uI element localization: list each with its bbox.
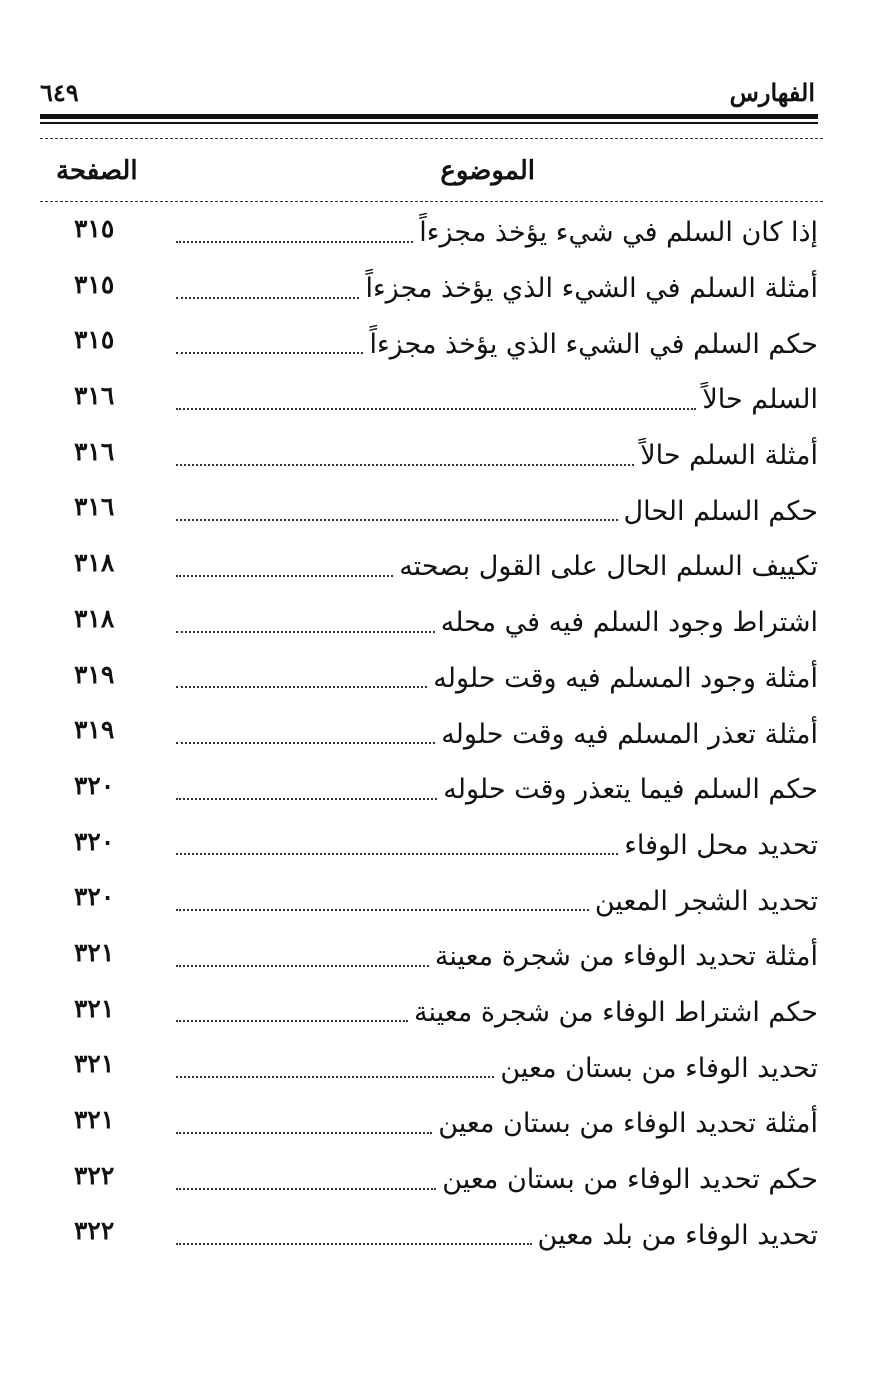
index-entry: [40, 703, 818, 759]
index-entry: [40, 313, 818, 369]
entry-topic: أمثلة تحديد الوفاء من شجرة معينة: [434, 941, 818, 973]
dot-leader: [176, 408, 696, 410]
entry-topic: إذا كان السلم في شيء يؤخذ مجزءاً: [419, 217, 818, 249]
dot-leader: [176, 742, 435, 744]
dot-leader: [176, 798, 437, 800]
entry-page-number: ٣١٦: [74, 381, 115, 411]
dot-leader: [176, 1076, 494, 1078]
index-entry: [40, 1037, 818, 1093]
entry-page-number: ٣١٨: [74, 603, 115, 633]
entry-page-number: ٣١٦: [74, 492, 115, 522]
dot-leader: [176, 1188, 436, 1190]
entry-topic: أمثلة السلم في الشيء الذي يؤخذ مجزءاً: [365, 273, 818, 305]
entry-page-number: ٣٢١: [74, 1105, 115, 1134]
index-entry: [40, 480, 818, 536]
dot-leader: [176, 519, 618, 521]
entry-topic: حكم السلم الحال: [623, 495, 818, 527]
index-entry: [40, 592, 818, 648]
entry-page-number: ٣٢٠: [74, 882, 115, 912]
entry-page-number: ٣١٥: [74, 269, 115, 299]
index-entry: [40, 536, 818, 592]
entry-page-number: ٣١٦: [74, 436, 115, 466]
dot-leader: [176, 965, 429, 967]
index-entry: [40, 759, 818, 815]
dot-leader: [176, 241, 413, 243]
index-entry: [40, 425, 818, 481]
dot-leader: [176, 464, 634, 466]
entry-page-number: ٣٢١: [74, 937, 115, 967]
index-entry: [40, 926, 818, 982]
dot-leader: [176, 575, 393, 577]
page-column-header: الصفحة: [56, 156, 138, 186]
index-entry: [40, 870, 818, 926]
index-entry: [40, 1149, 818, 1205]
entry-topic: حكم السلم فيما يتعذر وقت حلوله: [443, 774, 818, 806]
entry-topic: اشتراط وجود السلم فيه في محله: [440, 607, 818, 639]
entry-page-number: ٣٢٢: [74, 1216, 115, 1246]
entry-topic: حكم اشتراط الوفاء من شجرة معينة: [414, 996, 818, 1028]
table-top-divider: [40, 138, 823, 139]
entry-topic: أمثلة تحديد الوفاء من بستان معين: [438, 1108, 818, 1140]
dot-leader: [176, 1132, 432, 1134]
dot-leader: [176, 909, 589, 911]
index-entries: [40, 202, 818, 1260]
index-entry: [40, 1093, 818, 1149]
entry-page-number: ٣٢١: [74, 1049, 115, 1079]
dot-leader: [176, 297, 359, 299]
entry-page-number: ٣١٩: [74, 715, 115, 745]
index-entry: [40, 1204, 818, 1260]
entry-topic: أمثلة وجود المسلم فيه وقت حلوله: [433, 662, 818, 694]
entry-page-number: ٣٢٠: [74, 826, 115, 856]
entry-page-number: ٣٢٠: [74, 770, 115, 800]
index-entry: [40, 815, 818, 871]
entry-topic: تحديد الوفاء من بستان معين: [500, 1052, 818, 1084]
entry-topic: أمثلة تعذر المسلم فيه وقت حلوله: [441, 718, 818, 750]
header-rule-thick: [40, 114, 818, 119]
entry-page-number: ٣١٥: [74, 325, 115, 355]
entry-topic: أمثلة السلم حالاً: [640, 440, 818, 472]
entry-topic: تحديد الوفاء من بلد معين: [537, 1219, 818, 1251]
running-head: [40, 78, 815, 112]
entry-page-number: ٣١٥: [74, 214, 115, 243]
index-entry: [40, 982, 818, 1038]
dot-leader: [176, 631, 435, 633]
index-entry: [40, 648, 818, 704]
entry-topic: حكم السلم في الشيء الذي يؤخذ مجزءاً: [369, 328, 818, 360]
index-entry: [40, 202, 818, 258]
header-rule-thin: [40, 122, 818, 124]
entry-page-number: ٣١٨: [74, 548, 115, 578]
index-entry: [40, 369, 818, 425]
index-entry: [40, 258, 818, 314]
topic-column-header: الموضوع: [440, 156, 535, 186]
entry-page-number: ٣٢١: [74, 993, 115, 1023]
entry-page-number: ٣١٩: [74, 659, 115, 689]
dot-leader: [176, 686, 427, 688]
entry-topic: تحديد محل الوفاء: [624, 829, 818, 861]
entry-topic: السلم حالاً: [702, 384, 818, 416]
page-number: ٦٤٩: [40, 78, 79, 107]
dot-leader: [176, 352, 363, 354]
entry-topic: حكم تحديد الوفاء من بستان معين: [442, 1164, 818, 1196]
dot-leader: [176, 1020, 408, 1022]
entry-page-number: ٣٢٢: [74, 1160, 115, 1190]
entry-topic: تكييف السلم الحال على القول بصحته: [399, 551, 818, 583]
dot-leader: [176, 1243, 532, 1245]
dot-leader: [176, 853, 618, 855]
entry-topic: تحديد الشجر المعين: [594, 885, 818, 917]
running-title: الفهارس: [729, 78, 815, 107]
